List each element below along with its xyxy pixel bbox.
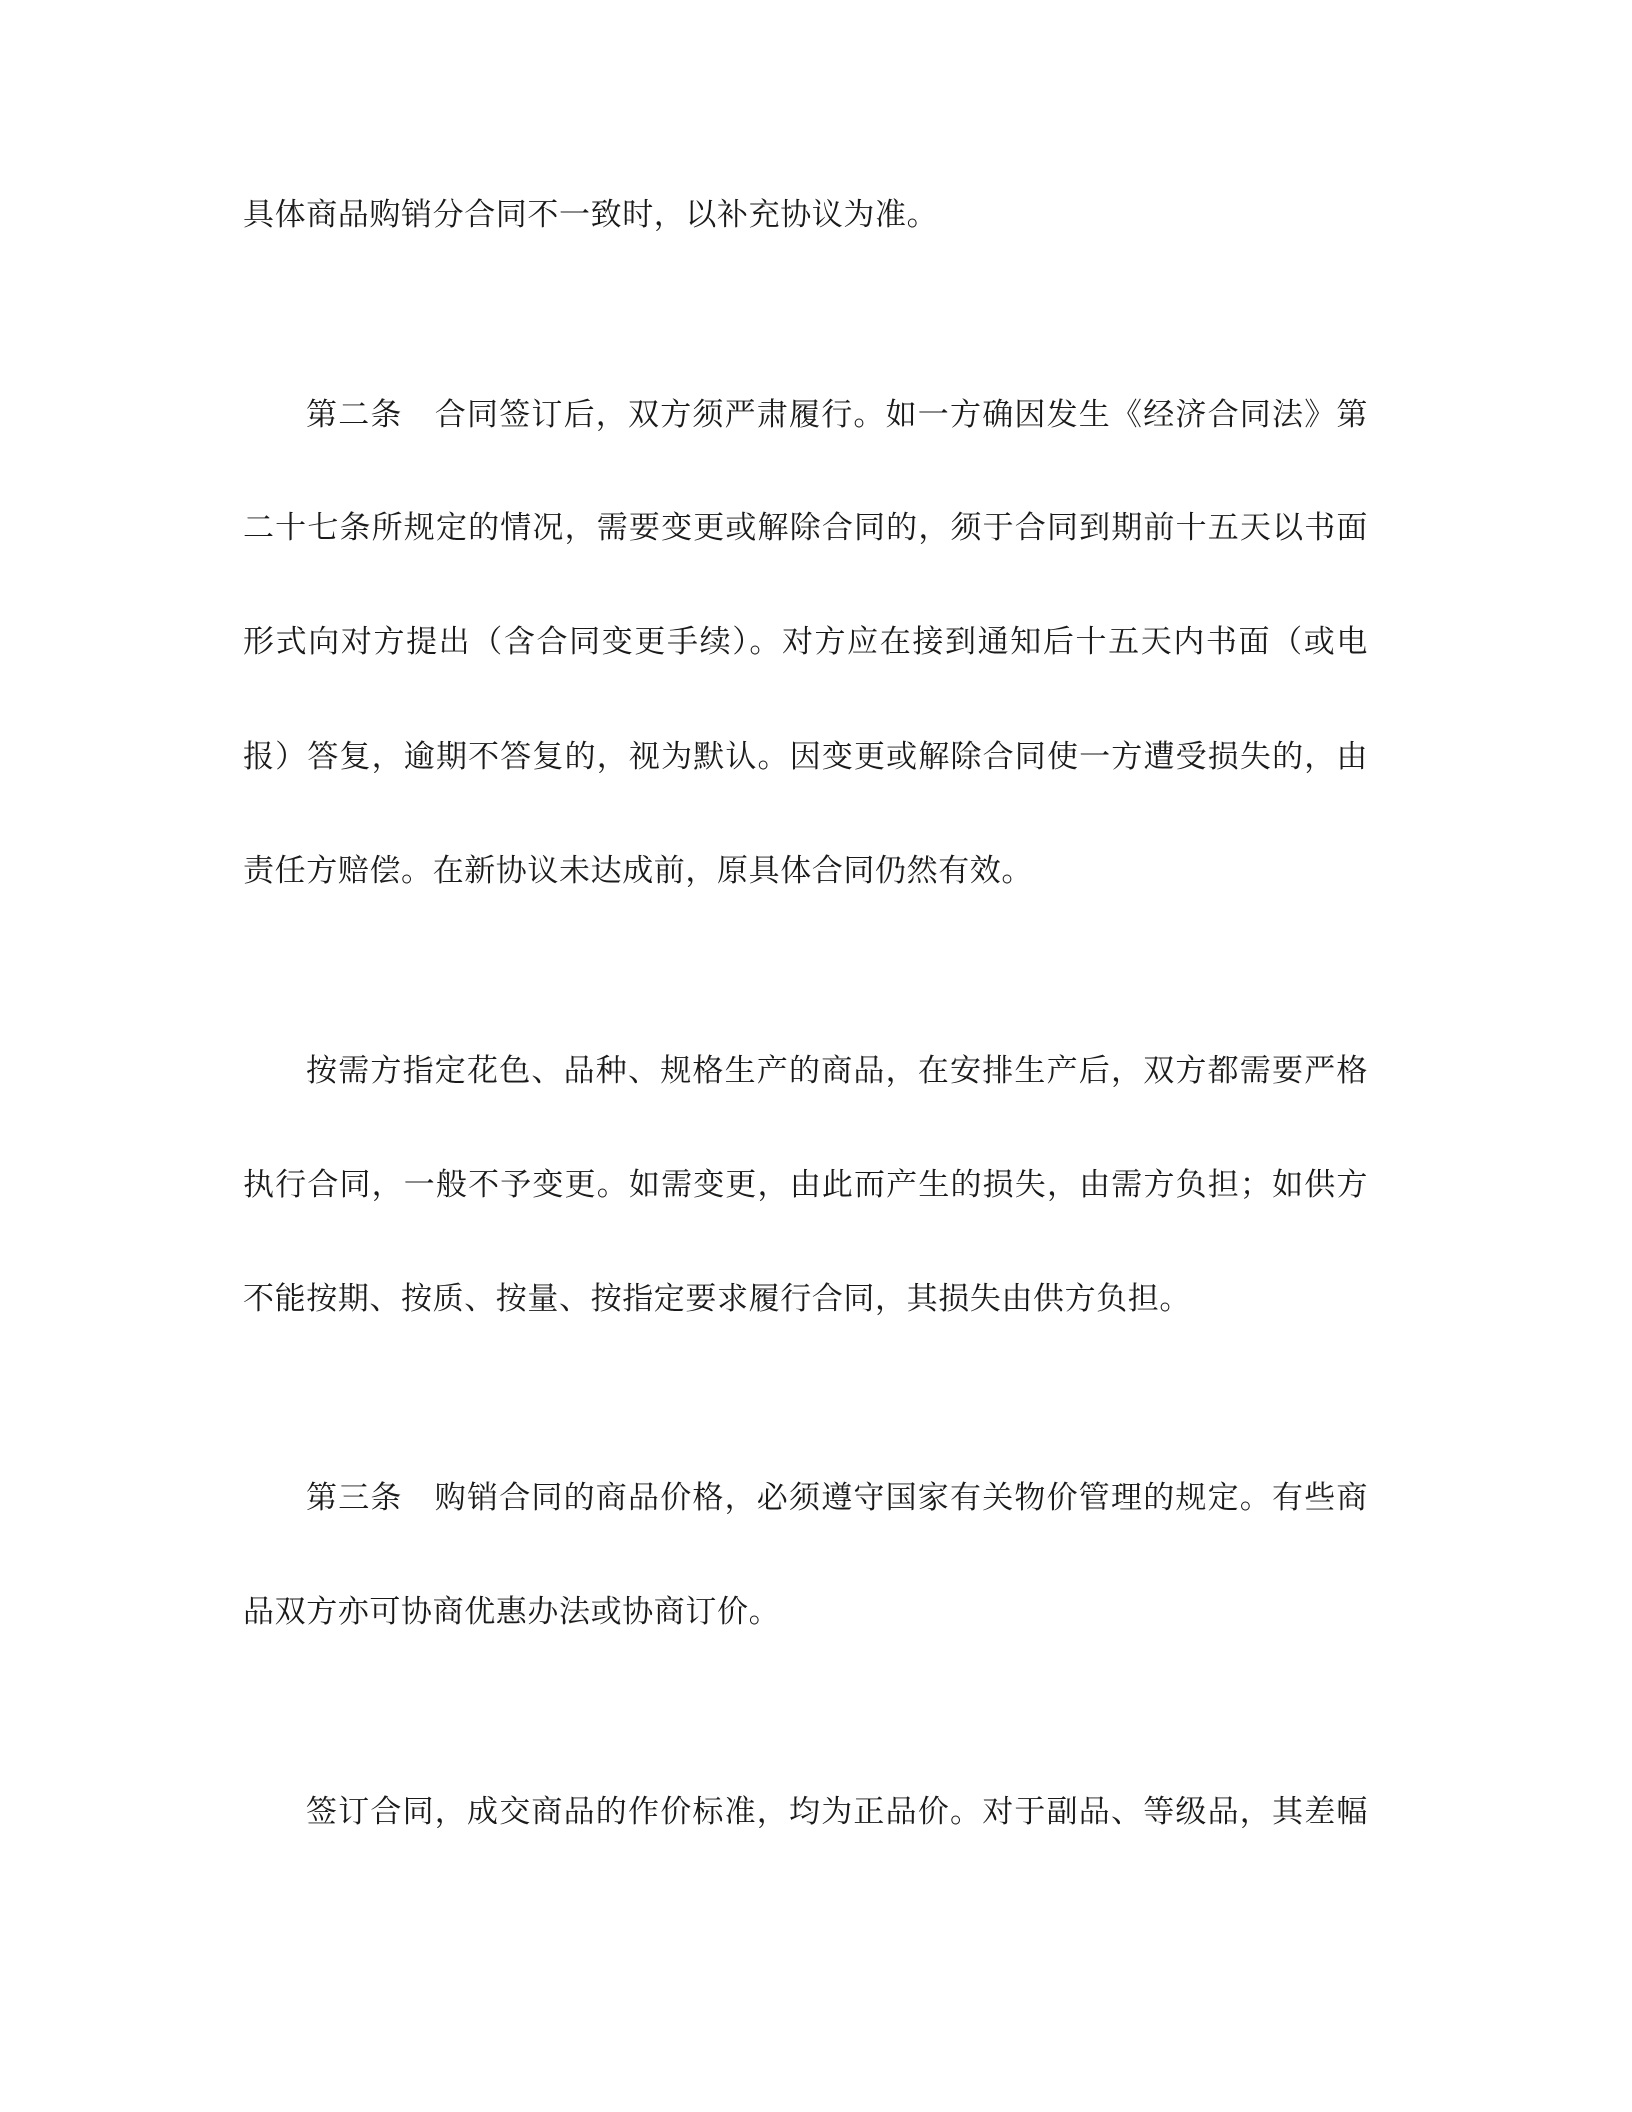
paragraph-line: 责任方赔偿。在新协议未达成前，原具体合同仍然有效。 bbox=[243, 853, 1033, 889]
paragraph-line: 形式向对方提出（含合同变更手续）。对方应在接到通知后十五天内书面（或电 bbox=[243, 624, 1368, 660]
paragraph-line: 第三条 购销合同的商品价格，必须遵守国家有关物价管理的规定。有些商 bbox=[306, 1480, 1368, 1516]
paragraph-line: 不能按期、按质、按量、按指定要求履行合同，其损失由供方负担。 bbox=[243, 1281, 1191, 1317]
paragraph-line: 品双方亦可协商优惠办法或协商订价。 bbox=[243, 1594, 781, 1630]
paragraph-line: 报）答复，逾期不答复的，视为默认。因变更或解除合同使一方遭受损失的，由 bbox=[243, 739, 1368, 775]
paragraph-line: 二十七条所规定的情况，需要变更或解除合同的，须于合同到期前十五天以书面 bbox=[243, 510, 1368, 546]
paragraph-line: 具体商品购销分合同不一致时，以补充协议为准。 bbox=[243, 197, 939, 233]
paragraph-line: 执行合同，一般不予变更。如需变更，由此而产生的损失，由需方负担；如供方 bbox=[243, 1167, 1368, 1203]
paragraph-line: 第二条 合同签订后，双方须严肃履行。如一方确因发生《经济合同法》第 bbox=[306, 397, 1368, 433]
paragraph-line: 签订合同，成交商品的作价标准，均为正品价。对于副品、等级品，其差幅 bbox=[306, 1794, 1368, 1830]
paragraph-line: 按需方指定花色、品种、规格生产的商品，在安排生产后，双方都需要严格 bbox=[306, 1053, 1368, 1089]
